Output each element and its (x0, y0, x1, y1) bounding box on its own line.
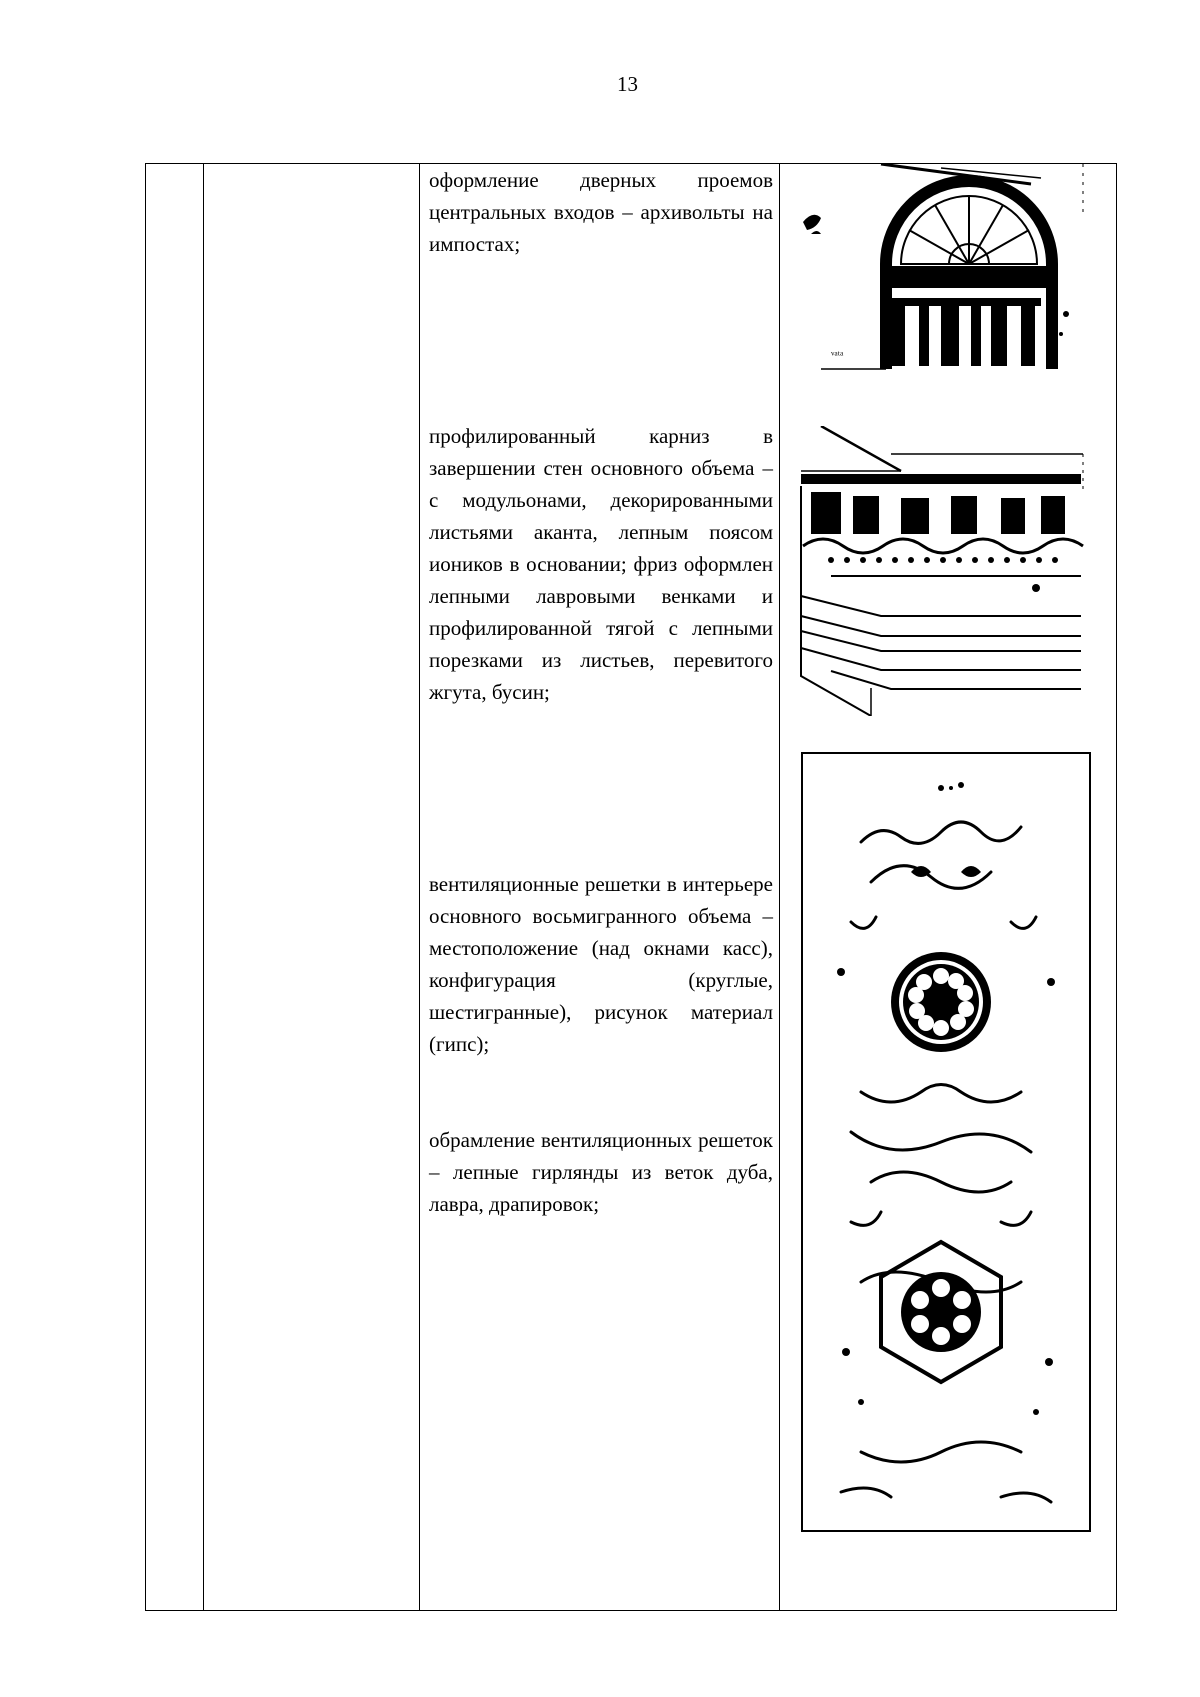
column-divider (419, 164, 420, 1610)
svg-text:ᵛᵃᵗᵃ: ᵛᵃᵗᵃ (831, 348, 844, 362)
cornice-photo (791, 426, 1101, 716)
column-divider (779, 164, 780, 1610)
arched-doorway-photo (791, 164, 1101, 374)
item-description: вентиляционные решетки в интерьере основного восьмигранного объема – местоположение (над окнами касс), конфигурация (круглые, шестигранные), рисунок материал (гипс); (429, 872, 773, 1056)
item-description: обрамление вентиляционных решеток – лепные гирлянды из веток дуба, лавра, драпировок; (429, 1128, 773, 1216)
item-description: профилированный карниз в завершении стен основного объема – с модульонами, декорированными листьями аканта, лепным поясом иоников в основании; фриз оформлен лепными лавровыми венками и профилированной тягой с лепными порезками из листьев, перевитого жгута, бусин; (429, 424, 773, 704)
round-grille (891, 952, 991, 1052)
item-description: оформление дверных проемов центральных входов – архивольты на импостах; (429, 168, 773, 256)
heritage-table (145, 163, 1117, 1611)
column-divider (203, 164, 204, 1610)
page-number: 13 (617, 72, 638, 96)
ventilation-grille-photo (801, 752, 1091, 1532)
